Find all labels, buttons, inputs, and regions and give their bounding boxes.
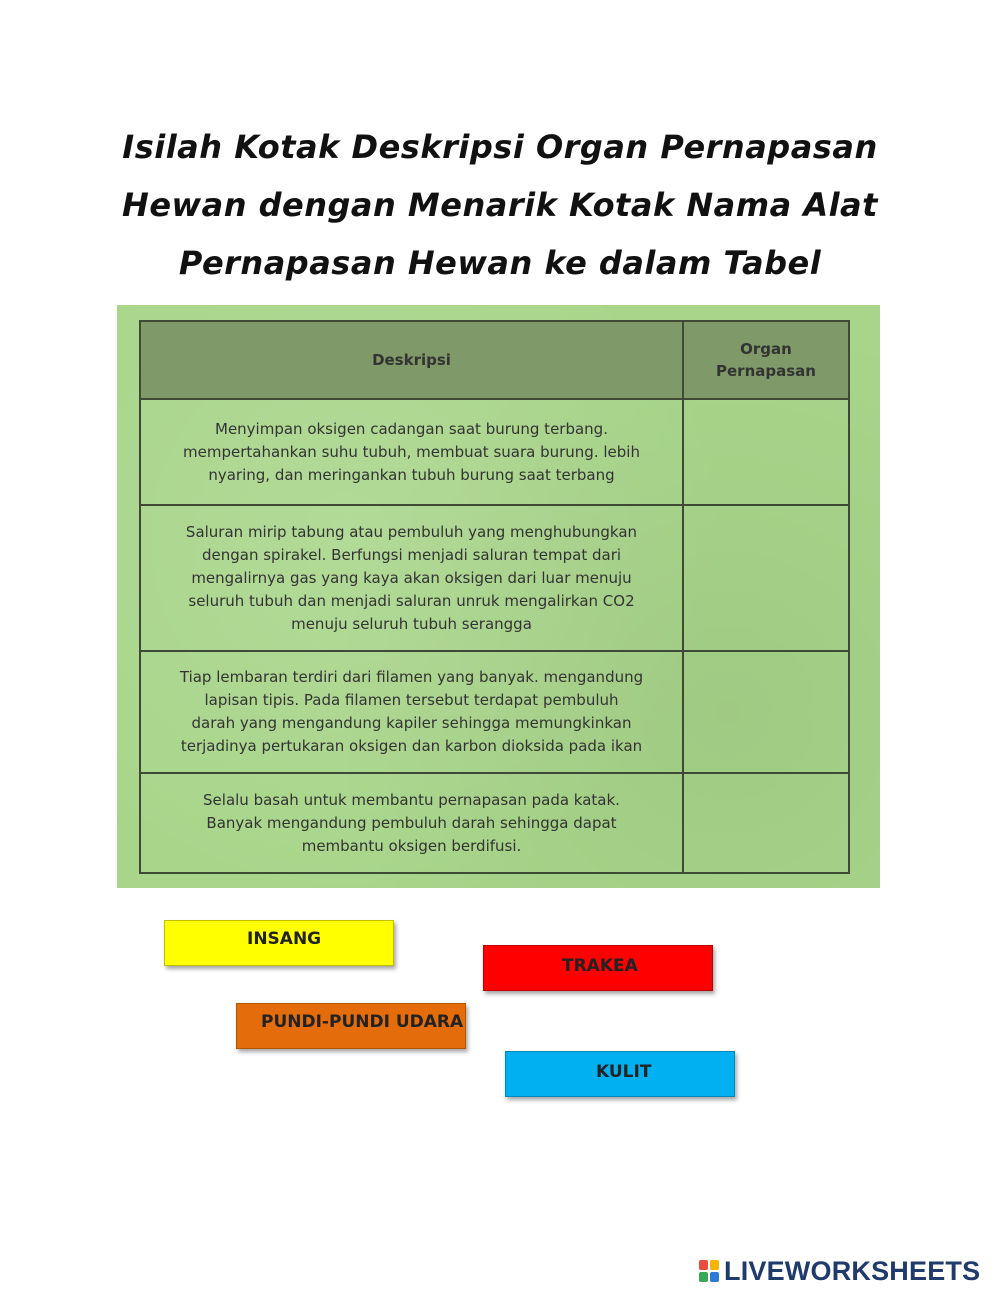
answer-drop-cell[interactable]: [683, 651, 849, 773]
answer-drop-cell[interactable]: [683, 773, 849, 873]
description-cell: [140, 399, 683, 505]
title-line-3: Pernapasan Hewan ke dalam Tabel: [178, 244, 822, 282]
worksheet-title: [120, 118, 880, 292]
liveworksheets-logo-icon: [698, 1259, 720, 1283]
answer-drop-cell[interactable]: [683, 505, 849, 651]
description-cell: [140, 505, 683, 651]
description-line: terjadinya pertukaran oksigen dan karbon dioksida pada ikan: [180, 737, 643, 755]
description-line: nyaring, dan meringankan tubuh burung saat terbang: [208, 465, 615, 484]
answer-drop-cell[interactable]: [683, 399, 849, 505]
description-line: Banyak mengandung pembuluh darah sehingga dapat: [206, 813, 617, 832]
description-line: seluruh tubuh dan menjadi saluran unruk mengalirkan CO2: [188, 591, 635, 610]
description-cell: [140, 773, 683, 873]
drag-card-pundi-pundi-udara[interactable]: [236, 1003, 466, 1049]
description-line: dengan spirakel. Berfungsi menjadi saluran tempat dari: [201, 545, 622, 564]
header-organ-pernapasan: [683, 321, 849, 399]
description-line: menuju seluruh tubuh serangga: [291, 614, 532, 633]
description-table: [139, 320, 850, 874]
title-line-2: Hewan dengan Menarik Kotak Nama Alat: [122, 186, 878, 224]
header-deskripsi: Deskripsi: [140, 321, 683, 399]
table-header-row: [140, 321, 849, 399]
description-line: Tiap lembaran terdiri dari filamen yang banyak. mengandung: [179, 668, 644, 686]
description-line: lapisan tipis. Pada filamen tersebut terdapat pembuluh: [204, 691, 619, 709]
description-line: Saluran mirip tabung atau pembuluh yang menghubungkan: [185, 522, 638, 541]
table-row: [140, 399, 849, 505]
description-line: membantu oksigen berdifusi.: [301, 836, 522, 855]
table-row: [140, 651, 849, 773]
description-line: mengalirnya gas yang kaya akan oksigen dari luar menuju: [191, 568, 632, 587]
table-row: [140, 505, 849, 651]
card-label-kulit: KULIT: [596, 1062, 652, 1082]
description-line: darah yang mengandung kapiler sehingga memungkinkan: [191, 714, 632, 732]
drag-card-insang[interactable]: [164, 920, 394, 966]
description-cell: [140, 651, 683, 773]
header-organ-line1: Organ: [740, 340, 792, 358]
logo-text: LIVEWORKSHEETS: [724, 1255, 981, 1286]
table-panel: [117, 305, 880, 888]
table-row: [140, 773, 849, 873]
description-line: Menyimpan oksigen cadangan saat burung terbang.: [215, 419, 608, 438]
liveworksheets-logo[interactable]: [698, 1256, 980, 1286]
title-line-1: Isilah Kotak Deskripsi Organ Pernapasan: [122, 128, 878, 166]
card-label-insang: INSANG: [247, 929, 322, 949]
drag-card-kulit[interactable]: [505, 1051, 735, 1097]
description-line: mempertahankan suhu tubuh, membuat suara burung. lebih: [183, 442, 640, 461]
drag-card-trakea[interactable]: [483, 945, 713, 991]
description-line: Selalu basah untuk membantu pernapasan pada katak.: [203, 790, 620, 809]
card-label-pundi-pundi-udara: PUNDI-PUNDI UDARA: [261, 1012, 464, 1032]
card-label-trakea: TRAKEA: [562, 956, 638, 976]
header-organ-line2: Pernapasan: [716, 362, 816, 380]
